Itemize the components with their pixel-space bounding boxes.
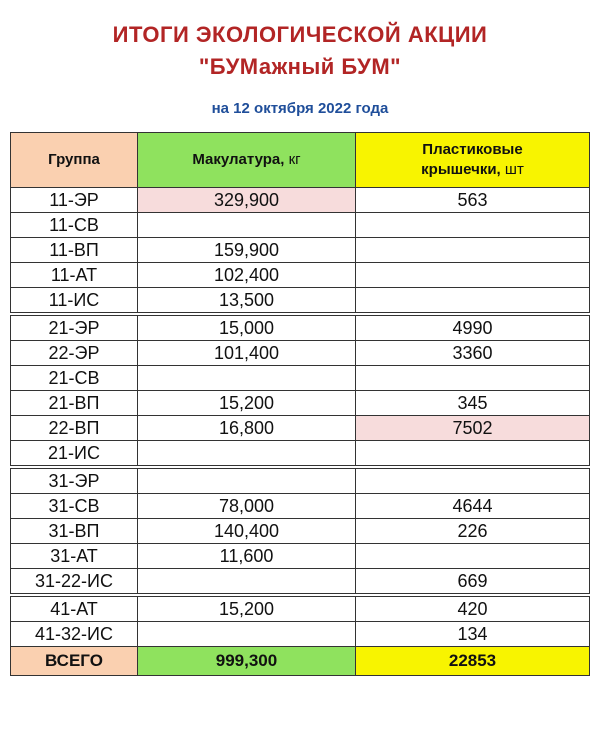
caps-cell (356, 467, 590, 494)
caps-cell (356, 263, 590, 288)
paper-cell: 11,600 (138, 544, 356, 569)
table-row (11, 494, 590, 519)
paper-cell (138, 441, 356, 468)
total-paper: 999,300 (138, 647, 356, 676)
group-cell: 21-ЭР (11, 314, 138, 341)
table-row (11, 441, 590, 468)
report-date: на 12 октября 2022 года (211, 100, 389, 117)
paper-cell: 159,900 (138, 238, 356, 263)
table-row (11, 213, 590, 238)
table-row (11, 238, 590, 263)
caps-cell (356, 213, 590, 238)
header-paper-unit: кг (288, 151, 301, 168)
caps-cell (356, 238, 590, 263)
group-cell: 21-ИС (11, 441, 138, 468)
caps-cell (356, 544, 590, 569)
paper-cell (138, 213, 356, 238)
total-caps: 22853 (356, 647, 590, 676)
paper-cell: 102,400 (138, 263, 356, 288)
group-cell: 41-32-ИС (11, 622, 138, 647)
table-row (11, 519, 590, 544)
caps-cell: 4644 (356, 494, 590, 519)
paper-cell (138, 569, 356, 596)
group-cell: 41-АТ (11, 595, 138, 622)
title-line-1: ИТОГИ ЭКОЛОГИЧЕСКОЙ АКЦИИ (112, 22, 488, 47)
paper-cell (138, 622, 356, 647)
group-cell: 11-ЭР (11, 188, 138, 213)
paper-cell: 13,500 (138, 288, 356, 315)
table-row (11, 416, 590, 441)
table-row (11, 314, 590, 341)
table-row (11, 622, 590, 647)
caps-cell: 669 (356, 569, 590, 596)
paper-cell: 16,800 (138, 416, 356, 441)
paper-cell: 329,900 (138, 188, 356, 213)
group-cell: 31-СВ (11, 494, 138, 519)
title-line-2: "БУМажный БУМ" (198, 54, 402, 79)
group-cell: 22-ВП (11, 416, 138, 441)
caps-cell (356, 288, 590, 315)
caps-cell: 226 (356, 519, 590, 544)
table-row (11, 569, 590, 596)
group-cell: 31-ЭР (11, 467, 138, 494)
caps-cell (356, 366, 590, 391)
table-row (11, 595, 590, 622)
paper-cell: 140,400 (138, 519, 356, 544)
group-cell: 31-АТ (11, 544, 138, 569)
table-row (11, 391, 590, 416)
total-row (11, 647, 590, 676)
caps-cell: 4990 (356, 314, 590, 341)
header-caps-unit: шт (504, 161, 524, 178)
group-cell: 22-ЭР (11, 341, 138, 366)
paper-cell (138, 366, 356, 391)
header-caps: Пластиковые крышечки, шт (356, 133, 590, 188)
header-group: Группа (11, 133, 138, 188)
group-cell: 11-АТ (11, 263, 138, 288)
group-cell: 11-ИС (11, 288, 138, 315)
group-cell: 21-ВП (11, 391, 138, 416)
header-row (11, 133, 590, 188)
table-row (11, 341, 590, 366)
paper-cell: 78,000 (138, 494, 356, 519)
paper-cell: 101,400 (138, 341, 356, 366)
paper-cell: 15,000 (138, 314, 356, 341)
caps-cell: 3360 (356, 341, 590, 366)
header-paper: Макулатура, кг (138, 133, 356, 188)
caps-cell: 420 (356, 595, 590, 622)
group-cell: 11-ВП (11, 238, 138, 263)
paper-cell (138, 467, 356, 494)
group-cell: 21-СВ (11, 366, 138, 391)
group-cell: 31-22-ИС (11, 569, 138, 596)
caps-cell: 7502 (356, 416, 590, 441)
table-row (11, 188, 590, 213)
table-row (11, 288, 590, 315)
paper-cell: 15,200 (138, 595, 356, 622)
paper-cell: 15,200 (138, 391, 356, 416)
group-cell: 11-СВ (11, 213, 138, 238)
caps-cell: 563 (356, 188, 590, 213)
caps-cell: 134 (356, 622, 590, 647)
caps-cell (356, 441, 590, 468)
caps-cell: 345 (356, 391, 590, 416)
table-row (11, 544, 590, 569)
results-table (10, 132, 590, 676)
group-cell: 31-ВП (11, 519, 138, 544)
table-row (11, 366, 590, 391)
table-row (11, 263, 590, 288)
table-row (11, 467, 590, 494)
total-label: ВСЕГО (11, 647, 138, 676)
